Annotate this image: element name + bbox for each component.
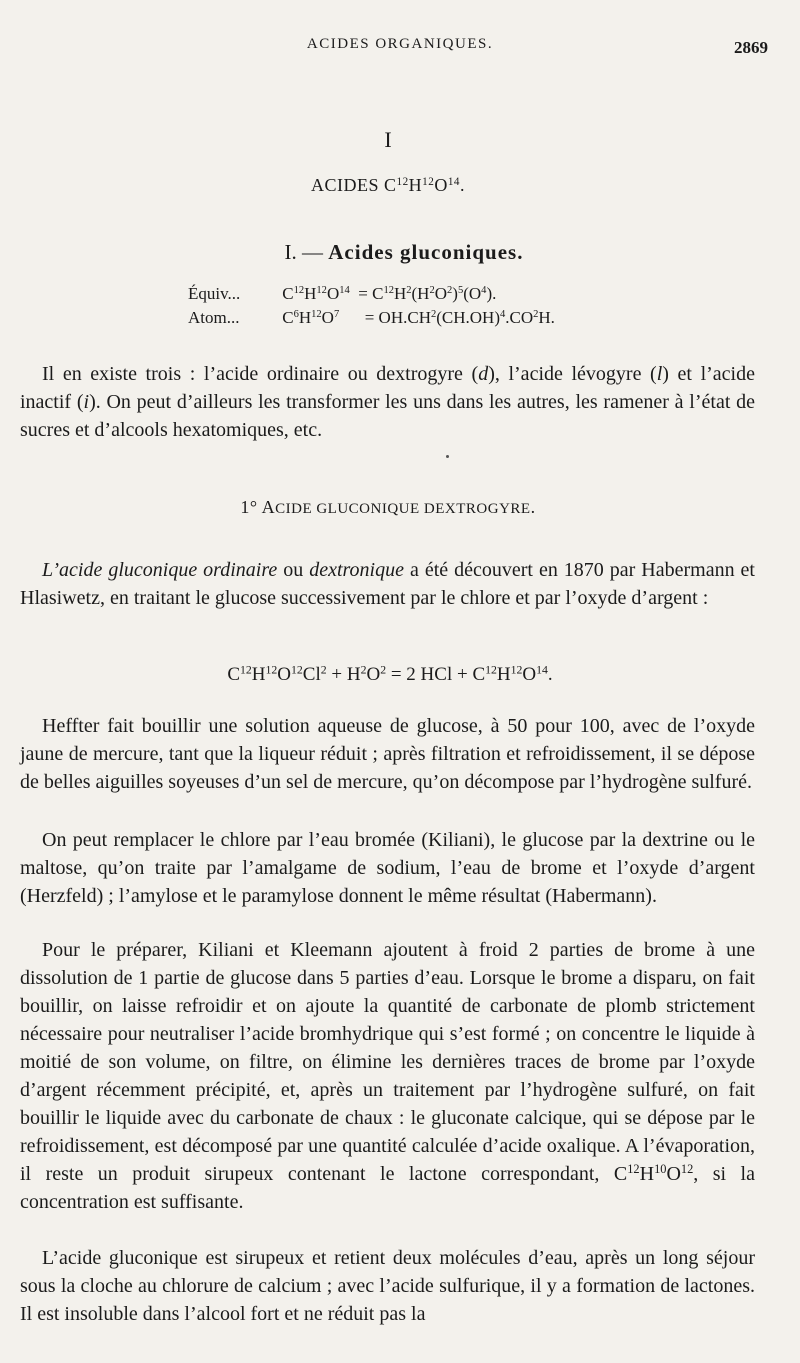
paragraph-properties: L’acide gluconique est sirupeux et retient deux molécules d’eau, après un long séjour sous la cloche au chlorure de calcium ; avec l’acide sulfurique, il y a formation de lactones. Il est insoluble dans l’alcool fort et ne réduit pas la [20, 1247, 755, 1325]
chapter-heading [0, 240, 800, 265]
reaction-equation: $C^{12}H^{12}O^{12}Cl^2 + H^2O^2 = 2$ HCl + $C^{12}H^{12}O^{14}$. [227, 663, 553, 685]
intro-text: Il en existe trois : l’acide ordinaire ou dextrogyre (d), l’acide lévogyre (l) et l’acide inactif (i). On peut d’ailleurs les transformer les uns dans les autres, les ramener à l’état de sucres et d’alcools hexatomiques, etc. [20, 363, 756, 441]
equiv-formula: $C^{12}H^{12}O^{14} = C^{12}H^2(H^2O^2)^5(O^4)$. [282, 284, 497, 303]
equiv-label: Équiv... [188, 284, 241, 303]
equiv-formula-line [188, 284, 496, 304]
section-title: ACIDES $C^{12}H^{12}O^{14}$. [311, 175, 465, 195]
section-number: I [384, 127, 392, 152]
atom-formula: $C^6H^{12}O^7$ = $OH.CH^2(CH.OH)^4.CO^2H$. [282, 308, 555, 327]
subsection-heading: 1° ACIDE GLUCONIQUE DEXTROGYRE. [240, 497, 536, 517]
paragraph-kiliani: On peut remplacer le chlore par l’eau bromée (Kiliani), le glucose par la dextrine ou le maltose, qu’on traite par l’amalgame de sodium, l’eau de brome et l’oxyde d’argent (Herzfeld) ; l’amylose et le paramylose donnent le même résultat (Habermann). [20, 829, 755, 907]
intro-paragraph [20, 360, 755, 444]
paragraph-heffter: Heffter fait bouillir une solution aqueuse de glucose, à 50 pour 100, avec de l’oxyde jaune de mercure, tant que la liqueur réduit ; après filtration et refroidissement, il se dépose de belles aiguilles soyeuses d’un sel de mercure, qu’on décompose par l’hydrogène sulfuré. [20, 715, 755, 793]
atom-formula-line [188, 308, 555, 328]
chapter-title: Acides gluconiques. [328, 240, 524, 264]
paragraph-preparation: Pour le préparer, Kiliani et Kleemann ajoutent à froid 2 parties de brome à une dissolution de 1 partie de glucose dans 5 parties d’eau. Lorsque le brome a disparu, on fait bouillir, on laisse refroidir et on ajoute la quantité de carbonate de plomb strictement nécessaire pour neutraliser l’acide bromhydrique qui s’est formé ; on concentre le liquide à moitié de son volume, on filtre, on élimine les dernières traces de brome par l’oxyde d’argent récemment précipité, et, après un traitement par l’hydrogène sulfuré, on fait bouillir le liquide avec du carbonate de chaux : le gluconate calcique, qui se dépose par le refroidissement, est décomposé par une quantité calculée d’acide oxalique. A l’évaporation, il reste un produit sirupeux contenant le lactone correspondant, $C^{12}H^{10}O^{12}$, si la concentration est suffisante. [20, 939, 755, 1213]
page-number: 2869 [734, 38, 768, 57]
chapter-number: I. — [284, 240, 329, 264]
atom-label: Atom... [188, 308, 240, 327]
paragraph-discovery: L’acide gluconique ordinaire ou dextronique a été découvert en 1870 par Habermann et Hlasiwetz, en traitant le glucose successivement par le chlore et par l’oxyde d’argent : [20, 559, 755, 609]
running-head: ACIDES ORGANIQUES. [306, 36, 494, 52]
print-speck [446, 455, 449, 458]
